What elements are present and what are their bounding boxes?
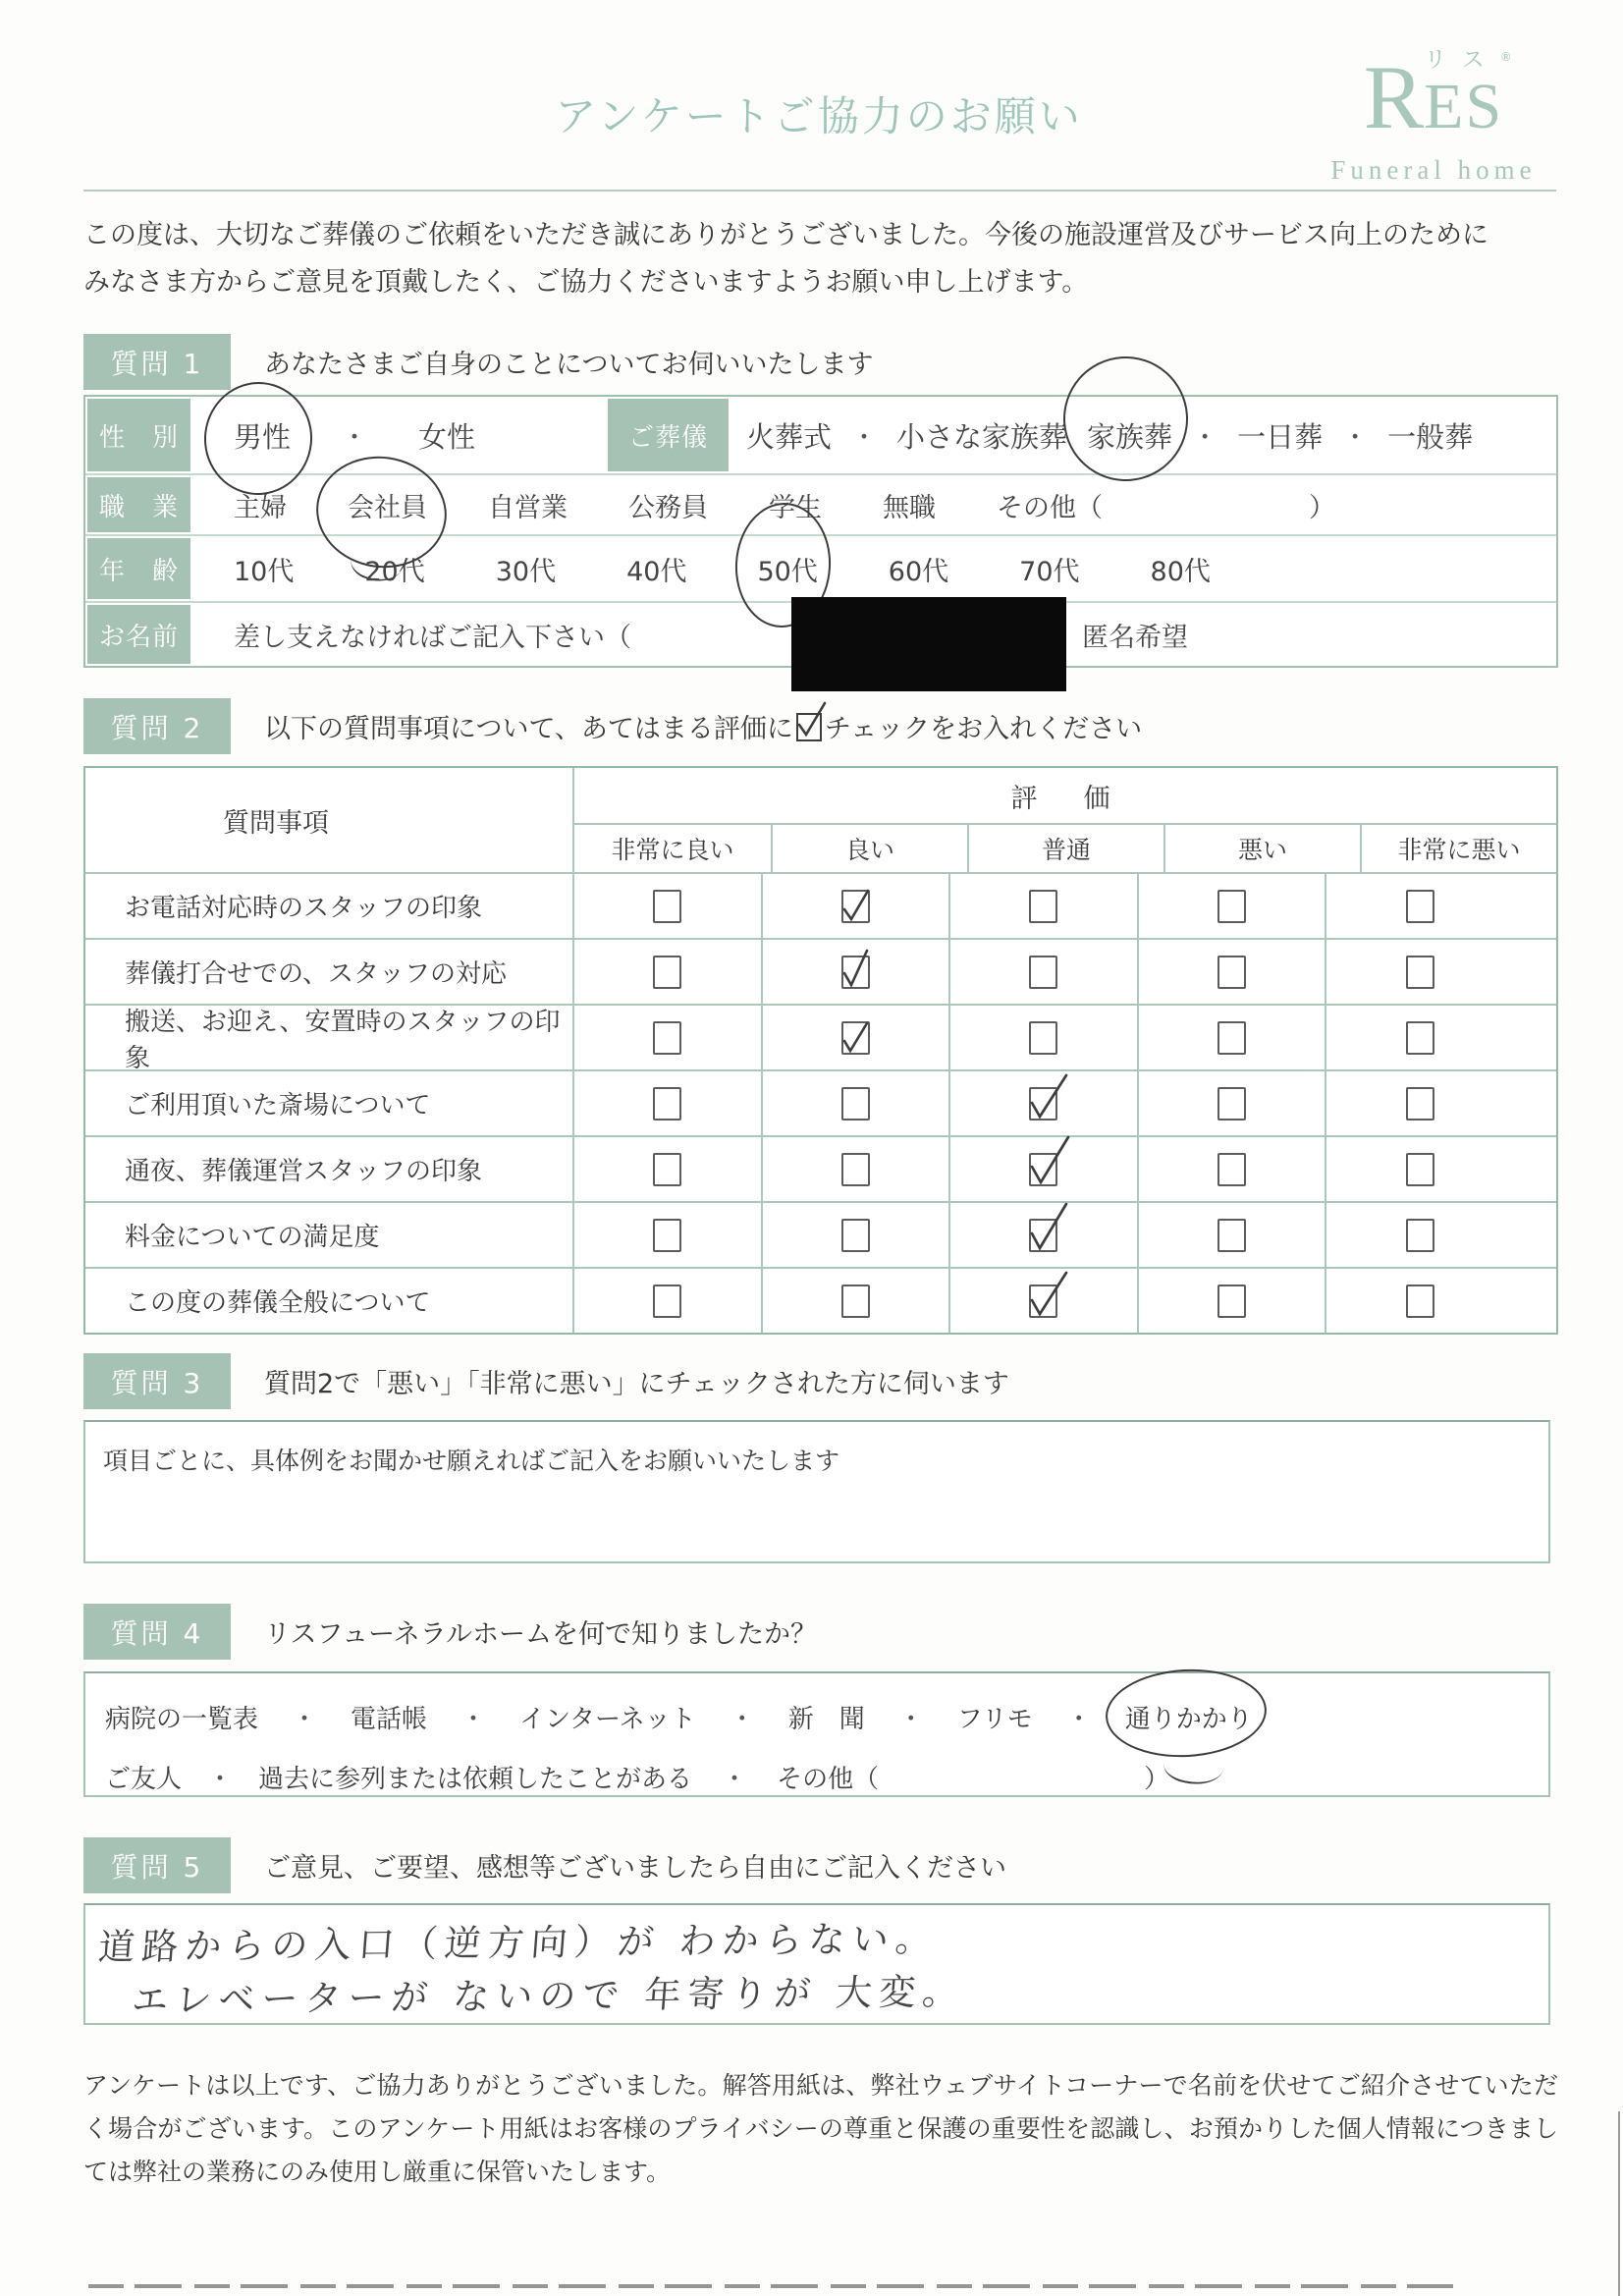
rating-col-very-bad: 非常に悪い [1360,825,1556,872]
option-separator: ・ [729,1705,755,1734]
checkbox-unchecked[interactable] [1217,1021,1246,1055]
question5-badge: 質問 5 [83,1837,231,1893]
option-occupation-komuin[interactable]: 公務員 [628,492,708,523]
checkbox-unchecked[interactable] [1217,1087,1246,1121]
option-occupation-jieigyo[interactable]: 自営業 [488,492,568,523]
question2-header [83,698,1142,754]
rating-row-price: 料金についての満足度 [85,1201,1556,1267]
checkbox-unchecked[interactable] [1406,1285,1434,1318]
option-separator: ・ [1065,1705,1092,1734]
question4-header [83,1604,817,1660]
option-separator: ・ [1192,422,1218,453]
option-age-40s[interactable]: 40代 [626,556,687,587]
checkbox-unchecked[interactable] [653,1021,681,1055]
option-source-hospital-list[interactable]: 病院の一覧表 [105,1705,259,1734]
rating-col-good: 良い [771,825,967,872]
option-age-60s[interactable]: 60代 [888,556,949,587]
checkbox-unchecked[interactable] [841,1285,870,1318]
intro-paragraph [83,212,1556,306]
checked-checkbox-icon [796,713,822,741]
option-source-passing-by[interactable]: 通りかかり [1125,1699,1253,1735]
logo-subtitle: Funeral home [1330,155,1537,185]
checkbox-unchecked[interactable] [1217,1285,1246,1318]
option-occupation-kaishain[interactable]: 会社員 [348,486,427,524]
option-separator: ・ [722,1765,748,1794]
checkbox-unchecked[interactable] [653,1087,681,1121]
rating-col-very-good: 非常に良い [611,836,734,864]
logo-kana: リス® [1424,47,1512,73]
checkbox-unchecked[interactable] [1406,1219,1434,1252]
question4-answer-box [83,1671,1550,1797]
checkbox-checked[interactable] [1029,1153,1057,1186]
option-age-20s[interactable]: 20代 [364,556,425,587]
checkbox-unchecked[interactable] [1217,956,1246,989]
checkbox-checked[interactable] [841,1021,870,1055]
handwritten-comment-line2: エレベーターが ないので 年寄りが 大変。 [130,1970,968,2022]
option-age-80s[interactable]: 80代 [1150,556,1211,587]
checkbox-unchecked[interactable] [841,1219,870,1252]
checkbox-unchecked[interactable] [1406,1087,1434,1121]
checkbox-checked[interactable] [1029,1285,1057,1318]
checkbox-unchecked[interactable] [1217,1219,1246,1252]
age-row [85,534,1556,601]
checkbox-unchecked[interactable] [653,956,681,989]
question3-answer-box[interactable] [83,1420,1550,1563]
option-source-internet[interactable]: インターネット [519,1705,696,1734]
intro-line-1: この度は、大切なご葬儀のご依頼をいただき誠にありがとうございました。今後の施設運営及びサービス向上のために [83,220,1488,250]
page-title: アンケートご協力のお願い [555,92,1083,140]
checkbox-unchecked[interactable] [653,890,681,923]
rating-row-meeting: 葬儀打合せでの、スタッフの対応 [85,938,1556,1004]
option-funeral-ichinichiso[interactable]: 一日葬 [1237,419,1324,454]
option-funeral-chiisana-kazokuso[interactable]: 小さな家族葬 [896,419,1068,454]
funeral-type-row-label: ご葬儀 [606,397,730,473]
option-gender-male[interactable]: 男性 [234,415,291,456]
option-separator: ・ [342,422,368,453]
option-source-phonebook[interactable]: 電話帳 [351,1705,428,1734]
option-separator: ・ [460,1705,487,1734]
checkbox-unchecked[interactable] [1217,1153,1246,1186]
question3-box-prompt: 項目ごとに、具体例をお聞かせ願えればご記入をお願いいたします [103,1447,840,1475]
option-separator: ・ [207,1765,234,1794]
occupation-row-label: 職 業 [85,475,192,534]
question5-header [83,1837,1006,1893]
company-logo [1301,45,1566,186]
handwritten-comment-line1: 道路からの入口（逆方向）が わからない。 [96,1917,941,1969]
name-row [85,601,1556,666]
item-column-header: 質問事項 [223,807,329,839]
option-occupation-mushoku[interactable]: 無職 [883,492,936,523]
checkbox-checked[interactable] [841,890,870,923]
checkbox-unchecked[interactable] [1029,956,1057,989]
registered-mark-icon: ® [1499,50,1512,64]
option-age-70s[interactable]: 70代 [1019,556,1080,587]
checkbox-unchecked[interactable] [1406,1021,1434,1055]
question2-badge: 質問 2 [83,698,231,754]
rating-table [83,766,1558,1335]
checkbox-unchecked[interactable] [841,1087,870,1121]
redaction-box [791,597,1066,691]
question1-heading: あなたさまご自身のことについてお伺いいたします [264,350,874,380]
question5-answer-box[interactable] [83,1903,1550,2025]
checkbox-checked[interactable] [1029,1219,1057,1252]
question3-header [83,1353,1009,1409]
gender-row-label: 性 別 [85,397,192,473]
rating-table-header [85,768,1556,872]
question4-heading: リスフューネラルホームを何で知りましたか？ [264,1619,817,1650]
question3-badge: 質問 3 [83,1353,231,1409]
checkbox-unchecked[interactable] [653,1153,681,1186]
checkbox-unchecked[interactable] [1029,1021,1057,1055]
rating-row-venue: ご利用頂いた斎場について [85,1069,1556,1135]
occupation-row [85,473,1556,534]
checkbox-unchecked[interactable] [653,1285,681,1318]
option-occupation-gakusei[interactable]: 学生 [769,492,822,523]
intro-line-2: みなさま方からご意見を頂戴したく、ご協力くださいますようお願い申し上げます。 [83,267,1089,298]
rating-row-wake: 通夜、葬儀運営スタッフの印象 [85,1135,1556,1201]
name-field-prompt: 差し支えなければご記入下さい（ [234,622,631,653]
question2-heading: 以下の質問事項について、あてはまる評価に チェックをお入れください [264,707,1142,745]
logo-wordmark: RES [1363,47,1504,147]
age-row-label: 年 齢 [85,536,192,601]
scan-artifact-bottom-line [88,2284,1453,2288]
question3-heading: 質問2で「悪い」「非常に悪い」にチェックされた方に伺います [264,1369,1009,1399]
option-occupation-shufu[interactable]: 主婦 [234,492,287,523]
option-separator: ・ [897,1705,924,1734]
option-source-other[interactable]: その他（ ） [777,1765,1170,1794]
option-age-10s[interactable]: 10代 [234,556,295,587]
scan-artifact-right-edge [1618,2111,1620,2296]
rating-column-group-header: 評 価 [574,768,1556,825]
question1-badge: 質問 1 [83,334,231,390]
checkbox-unchecked[interactable] [1406,1153,1434,1186]
option-anonymous[interactable]: 匿名希望 [1082,622,1189,653]
question4-badge: 質問 4 [83,1604,231,1660]
option-source-past-attendance[interactable]: 過去に参列または依頼したことがある [258,1765,693,1794]
header-divider [83,190,1556,191]
option-funeral-ippanso[interactable]: 一般葬 [1387,419,1474,454]
checkbox-unchecked[interactable] [1406,956,1434,989]
rating-col-normal: 普通 [967,825,1163,872]
option-occupation-other[interactable]: その他（ ） [997,492,1335,523]
checkbox-checked[interactable] [1029,1087,1057,1121]
checkbox-unchecked[interactable] [841,1153,870,1186]
option-source-friend[interactable]: ご友人 [105,1765,183,1794]
checkbox-unchecked[interactable] [1217,890,1246,923]
checkbox-unchecked[interactable] [1029,890,1057,923]
option-separator: ・ [1342,422,1369,453]
closing-paragraph: アンケートは以上です、ご協力ありがとうございました。解答用紙は、弊社ウェブサイトコーナーで名前を伏せてご紹介させていただく場合がございます。このアンケート用紙はお客様のプライバシーの尊重と保護の重要性を認識し、お預かりした個人情報につきましては弊社の業務にのみ使用し厳重に保管いたします。 [83,2071,1558,2186]
rating-row-transport: 搬送、お迎え、安置時のスタッフの印象 [85,1004,1556,1069]
option-source-newspaper[interactable]: 新 聞 [787,1705,865,1734]
option-age-50s[interactable]: 50代 [757,550,817,588]
question5-heading: ご意見、ご要望、感想等ございましたら自由にご記入ください [264,1853,1006,1884]
option-age-30s[interactable]: 30代 [495,556,557,587]
option-gender-female[interactable]: 女性 [418,419,476,454]
checkbox-checked[interactable] [841,956,870,989]
profile-table [83,395,1558,668]
name-row-label: お名前 [85,603,192,666]
option-source-furimo[interactable]: フリモ [956,1705,1033,1734]
option-funeral-kasoshiki[interactable]: 火葬式 [746,419,833,454]
option-separator: ・ [851,422,878,453]
gender-funeral-row [85,397,1556,473]
checkbox-unchecked[interactable] [1406,890,1434,923]
rating-row-phone: お電話対応時のスタッフの印象 [85,872,1556,938]
option-separator: ・ [292,1705,318,1734]
question1-header [83,334,873,390]
option-funeral-kazokuso[interactable]: 家族葬 [1087,415,1172,456]
rating-row-overall: この度の葬儀全般について [85,1267,1556,1333]
rating-col-bad: 悪い [1163,825,1360,872]
checkbox-unchecked[interactable] [653,1219,681,1252]
